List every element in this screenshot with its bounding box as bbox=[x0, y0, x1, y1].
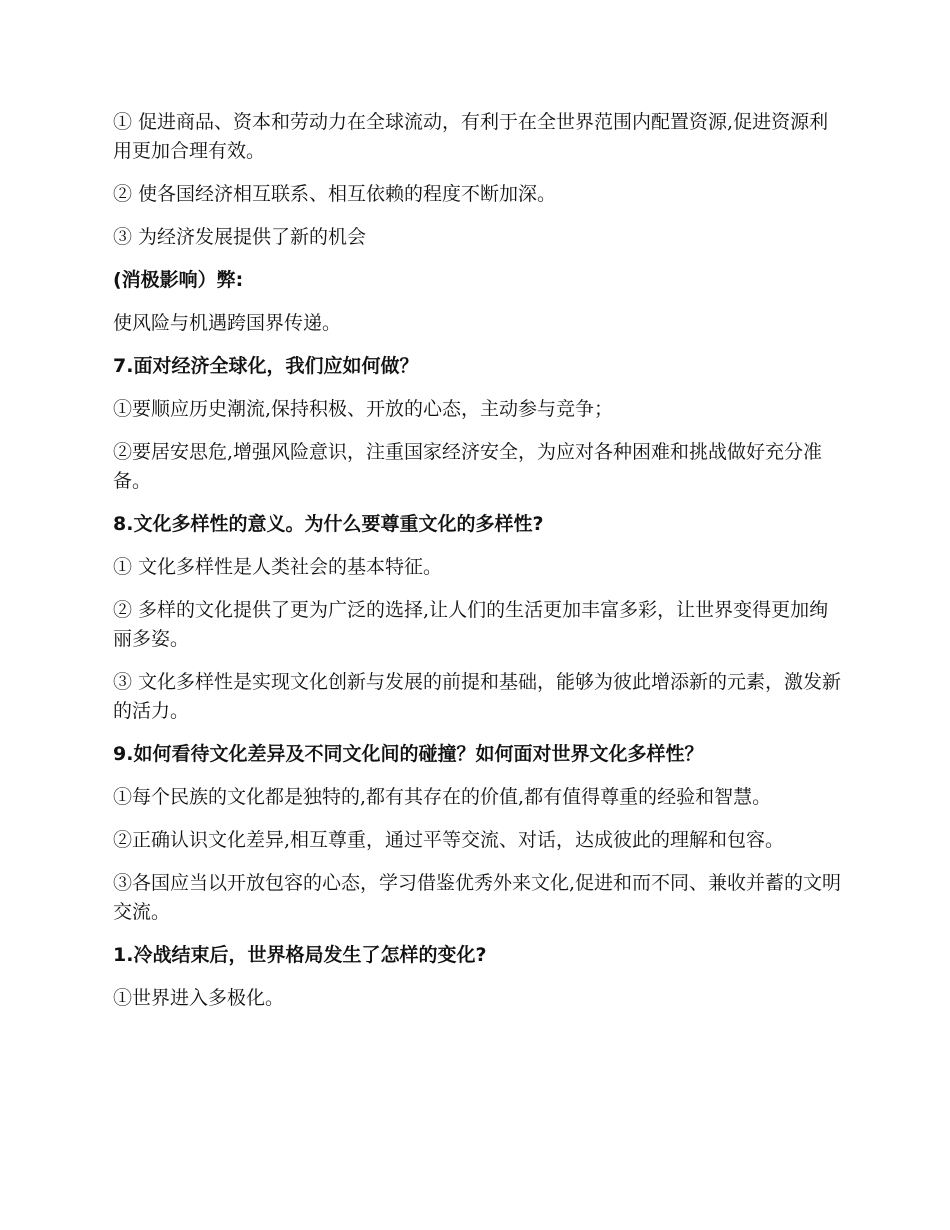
heading-question-9: 9.如何看待文化差异及不同文化间的碰撞？如何面对世界文化多样性？ bbox=[113, 743, 704, 765]
heading-question-1: 1.冷战结束后，世界格局发生了怎样的变化? bbox=[113, 944, 487, 966]
paragraph-negative-impact: 使风险与机遇跨国界传递。 bbox=[113, 312, 342, 334]
paragraph-q1-answer-1: ①世界进入多极化。 bbox=[113, 987, 285, 1009]
paragraph-q9-answer-1: ①每个民族的文化都是独特的,都有其存在的价值,都有值得尊重的经验和智慧。 bbox=[113, 786, 772, 808]
heading-question-8: 8.文化多样性的意义。为什么要尊重文化的多样性? bbox=[113, 513, 544, 535]
paragraph-q7-answer-1: ①要顺应历史潮流,保持积极、开放的心态，主动参与竞争； bbox=[113, 398, 614, 420]
paragraph-q8-answer-1: ① 文化多样性是人类社会的基本特征。 bbox=[113, 556, 443, 578]
paragraph-q8-answer-3: ③ 文化多样性是实现文化创新与发展的前提和基础，能够为彼此增添新的元素，激发新的活力。 bbox=[113, 671, 842, 722]
paragraph-globalization-benefit-2: ② 使各国经济相互联系、相互依赖的程度不断加深。 bbox=[113, 183, 557, 205]
document-page bbox=[113, 108, 843, 1027]
paragraph-q9-answer-3: ③各国应当以开放包容的心态，学习借鉴优秀外来文化,促进和而不同、兼收并蓄的文明交流。 bbox=[113, 872, 842, 923]
paragraph-q9-answer-2: ②正确认识文化差异,相互尊重，通过平等交流、对话，达成彼此的理解和包容。 bbox=[113, 829, 785, 851]
paragraph-q8-answer-2: ② 多样的文化提供了更为广泛的选择,让人们的生活更加丰富多彩，让世界变得更加绚丽多姿。 bbox=[113, 599, 829, 650]
paragraph-globalization-benefit-3: ③ 为经济发展提供了新的机会 bbox=[113, 226, 367, 248]
paragraph-q7-answer-2: ②要居安思危,增强风险意识，注重国家经济安全，为应对各种困难和挑战做好充分准备。 bbox=[113, 441, 823, 492]
heading-question-7: 7.面对经济全球化，我们应如何做？ bbox=[113, 355, 419, 377]
heading-negative-impact: (消极影响）弊: bbox=[113, 269, 244, 291]
paragraph-globalization-benefit-1: ① 促进商品、资本和劳动力在全球流动，有利于在全世界范围内配置资源,促进资源利用更加合理有效。 bbox=[113, 111, 829, 162]
